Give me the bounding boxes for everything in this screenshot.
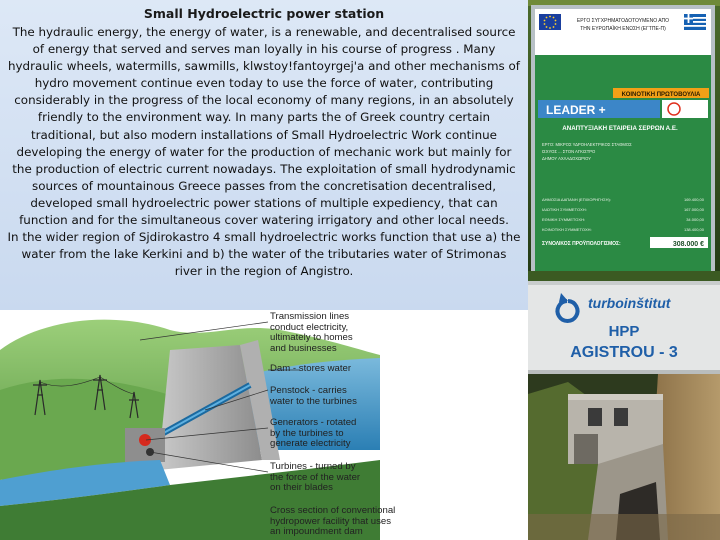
text-panel [0, 0, 528, 310]
sign-program-label: ΚΟΙΝΟΤΙΚΗ ΠΡΩΤΟΒΟΥΛΙΑ [621, 92, 701, 98]
power-station-photo [528, 374, 720, 540]
body-text [6, 24, 522, 280]
plaque-line-1: HPP [608, 323, 640, 340]
hpp-plaque-photo [528, 281, 720, 374]
sign-project-line-1: ΕΡΓΟ: ΜΙΚΡΟΣ ΥΔΡΟΗΛΕΚΤΡΙΚΟΣ ΣΤΑΘΜΟΣ [542, 142, 632, 147]
sign-leader-logo: LEADER + [546, 103, 606, 117]
caption-penstock: Penstock - carries water to the turbines [270, 385, 357, 407]
sign-budget-value-2: 167.000,00 [683, 207, 704, 212]
page-title: Small Hydroelectric power station [143, 6, 385, 21]
hydropower-diagram [0, 310, 528, 540]
caption-dam: Dam - stores water [270, 363, 352, 374]
paragraph-1: The hydraulic energy, the energy of water, is a renewable, and decentralised source of energy that served and serves man loyally in his course of progress . Many hydraulic wheels, watermills, sawmills, klwstoy!fantoyrgej'a and other mechanisms of hydro movement continue even today to use the force of water, contributing considerably in the progress of the local economy of many regions, in an absolutely friendly to the environment way. In many parts the of Greek country certain traditional, but also modern installations of Small Hydroelectric Work continue developing the energy of water for the production of mechanic work but mainly for the production of electric current nowadays. The exploitation of small hydrodynamic sources of mountainous Greece passes from the concretisation decentralised, developed small hydroelectric power stations of multiple expediency, that can function and for the simultaneous cover watering irrigatory and other local needs. [7, 25, 520, 228]
sign-project-line-3: ΔΗΜΟΥ ΑΧΛΑΔΟΧΩΡΙΟΥ [542, 156, 592, 161]
sign-budget-value-3: 34.000,00 [686, 217, 704, 222]
caption-transmission-lines: Transmission lines conduct electricity, ultimately to homes and businesses [270, 311, 353, 354]
plaque-brand: turboinštitut [588, 295, 671, 311]
sign-budget-label-2: ΙΔΙΩΤΙΚΗ ΣΥΜΜΕΤΟΧΗ: [542, 207, 587, 212]
caption-cross-section: Cross section of conventional hydropower facility that uses an impoundment dam [270, 505, 396, 537]
sign-header-line-1: ΕΡΓΟ ΣΥΓΧΡΗΜΑΤΟΔΟΤΟΥΜΕΝΟ ΑΠΟ [576, 18, 670, 24]
sign-total-label: ΣΥΝΟΛΙΚΟΣ ΠΡΟΫΠΟΛΟΓΙΣΜΟΣ: [542, 241, 621, 247]
paragraph-2: In the wider region of Sjdirokastro 4 small hydroelectric works function that use a) the water from the lake Kerkini and b) the water of the tributaries water of Strimonas river in the region of Angistro. [7, 230, 521, 279]
plaque-line-2: AGISTROU - 3 [570, 344, 678, 361]
project-sign-photo [528, 0, 720, 281]
caption-generators: Generators - rotated by the turbines to generate electricity [270, 417, 357, 449]
sign-budget-label-1: ΔΗΜΟΣΙΑ ΔΑΠΑΝΗ (ΕΠΙΧΟΡΗΓΗΣΗ): [542, 197, 611, 202]
sign-company: ΑΝΑΠΤΥΞΙΑΚΗ ΕΤΑΙΡΕΙΑ ΣΕΡΡΩΝ Α.Ε. [562, 125, 678, 132]
sign-budget-value-4: 138.400,00 [683, 227, 704, 232]
sign-budget-label-4: ΚΟΙΝΟΤΙΚΗ ΣΥΜΜΕΤΟΧΗ: [542, 227, 592, 232]
sign-budget-label-3: ΕΘΝΙΚΗ ΣΥΜΜΕΤΟΧΗ: [542, 217, 586, 222]
sign-project-line-2: ΙΣΧΥΟΣ ... ΣΤΟΝ ΑΓΚΙΣΤΡΟ [542, 149, 596, 154]
sign-total-value: 308.000 € [672, 241, 704, 248]
caption-turbines: Turbines - turned by the force of the water on their blades [270, 461, 361, 493]
sign-budget-value-1: 169.400,00 [683, 197, 704, 202]
sign-header-line-2: ΤΗΝ ΕΥΡΩΠΑΪΚΗ ΕΝΩΣΗ (ΕΓΤΠΕ-Π) [580, 26, 666, 32]
